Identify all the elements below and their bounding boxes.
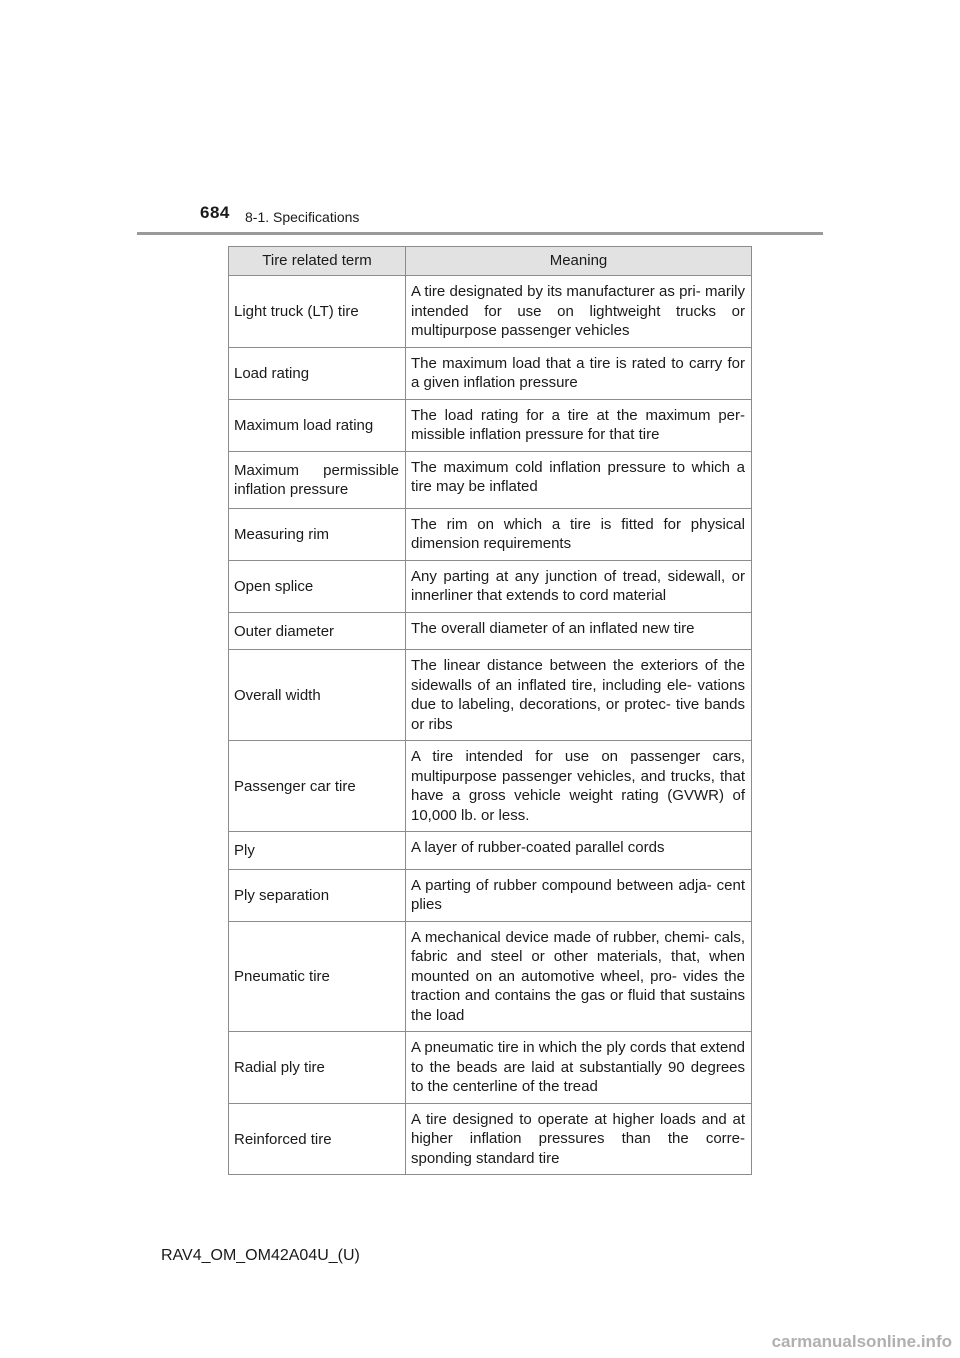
meaning-cell: A tire designated by its manufacturer as pri- marily intended for use on lightweight trucks or multipurpose passenger vehicles bbox=[406, 276, 752, 348]
term-cell: Radial ply tire bbox=[229, 1032, 406, 1104]
table-row bbox=[229, 399, 752, 451]
term-cell: Maximum load rating bbox=[229, 399, 406, 451]
term-cell: Passenger car tire bbox=[229, 741, 406, 832]
table-row bbox=[229, 451, 752, 508]
meaning-cell: A pneumatic tire in which the ply cords that extend to the beads are laid at substantially 90 degrees to the centerline of the tread bbox=[406, 1032, 752, 1104]
column-header-meaning: Meaning bbox=[406, 247, 752, 276]
header-divider bbox=[137, 232, 823, 235]
meaning-cell: The rim on which a tire is fitted for physical dimension requirements bbox=[406, 508, 752, 560]
table-row bbox=[229, 650, 752, 741]
term-cell: Ply bbox=[229, 832, 406, 870]
term-cell: Measuring rim bbox=[229, 508, 406, 560]
watermark: carmanualsonline.info bbox=[771, 1332, 952, 1351]
meaning-cell: The maximum cold inflation pressure to which a tire may be inflated bbox=[406, 451, 752, 508]
table-row bbox=[229, 612, 752, 650]
meaning-cell: A tire designed to operate at higher loads and at higher inflation pressures than the corre- sponding standard tire bbox=[406, 1103, 752, 1175]
meaning-cell: A parting of rubber compound between adja- cent plies bbox=[406, 869, 752, 921]
table-row bbox=[229, 832, 752, 870]
document-code: RAV4_OM_OM42A04U_(U) bbox=[161, 1247, 360, 1264]
table-row bbox=[229, 508, 752, 560]
term-cell: Ply separation bbox=[229, 869, 406, 921]
meaning-cell: A mechanical device made of rubber, chemi- cals, fabric and steel or other materials, that, when mounted on an automotive wheel, pro- vides the traction and contains the gas or fluid that sustains the load bbox=[406, 921, 752, 1032]
column-header-term: Tire related term bbox=[229, 247, 406, 276]
tire-terms-table bbox=[228, 246, 752, 1175]
term-cell: Open splice bbox=[229, 560, 406, 612]
page-number: 684 bbox=[200, 203, 230, 222]
term-cell: Pneumatic tire bbox=[229, 921, 406, 1032]
meaning-cell: The overall diameter of an inflated new tire bbox=[406, 612, 752, 650]
term-cell: Light truck (LT) tire bbox=[229, 276, 406, 348]
term-cell: Load rating bbox=[229, 347, 406, 399]
term-cell: Outer diameter bbox=[229, 612, 406, 650]
table-row bbox=[229, 921, 752, 1032]
meaning-cell: Any parting at any junction of tread, sidewall, or innerliner that extends to cord material bbox=[406, 560, 752, 612]
term-cell: Overall width bbox=[229, 650, 406, 741]
meaning-cell: The linear distance between the exteriors of the sidewalls of an inflated tire, including ele- vations due to labeling, decorations, or protec- tive bands or ribs bbox=[406, 650, 752, 741]
table-row bbox=[229, 276, 752, 348]
term-cell: Reinforced tire bbox=[229, 1103, 406, 1175]
meaning-cell: The load rating for a tire at the maximum per- missible inflation pressure for that tire bbox=[406, 399, 752, 451]
meaning-cell: A tire intended for use on passenger cars, multipurpose passenger vehicles, and trucks, that have a gross vehicle weight rating (GVWR) of 10,000 lb. or less. bbox=[406, 741, 752, 832]
section-title: 8-1. Specifications bbox=[245, 209, 360, 225]
term-cell: Maximum permissible inflation pressure bbox=[229, 451, 406, 508]
table-row bbox=[229, 1103, 752, 1175]
meaning-cell: The maximum load that a tire is rated to carry for a given inflation pressure bbox=[406, 347, 752, 399]
table-row bbox=[229, 741, 752, 832]
table-row bbox=[229, 347, 752, 399]
meaning-cell: A layer of rubber-coated parallel cords bbox=[406, 832, 752, 870]
table-row bbox=[229, 869, 752, 921]
table-row bbox=[229, 560, 752, 612]
table-row bbox=[229, 1032, 752, 1104]
table-header-row bbox=[229, 247, 752, 276]
